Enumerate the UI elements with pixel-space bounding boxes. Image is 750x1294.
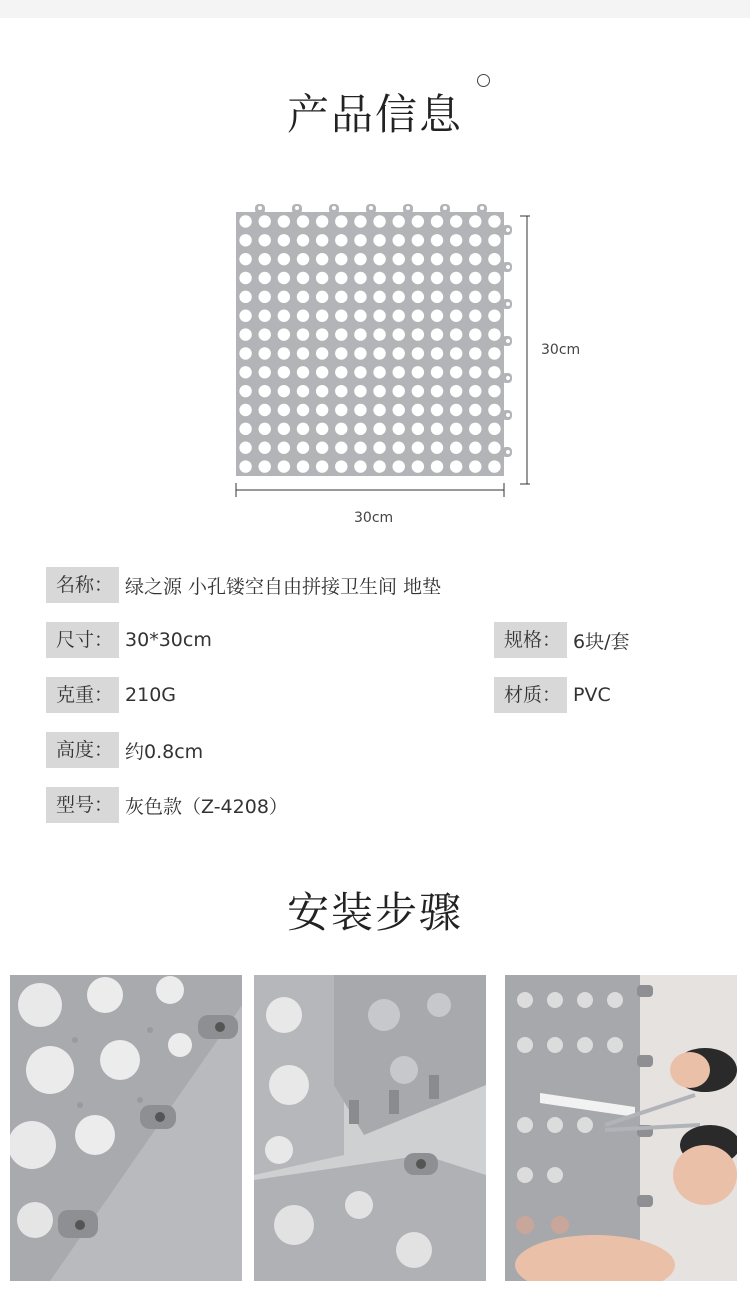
mat-hole: [393, 442, 405, 454]
mat-hole: [373, 328, 385, 340]
mat-hole: [354, 234, 366, 246]
mat-hole: [431, 234, 443, 246]
mat-hole: [278, 272, 290, 284]
mat-hole: [488, 234, 500, 246]
mat-hole: [393, 385, 405, 397]
mat-hole: [335, 423, 347, 435]
mat-hole: [259, 366, 271, 378]
mat-hole: [335, 442, 347, 454]
product-info-title: 产品信息: [286, 90, 463, 139]
mat-hole: [316, 234, 328, 246]
mat-hole: [450, 328, 462, 340]
mat-hole: [450, 423, 462, 435]
mat-tile: [236, 204, 512, 476]
spec-model-row: [46, 787, 288, 823]
mat-hole: [335, 310, 347, 322]
mat-hole: [373, 291, 385, 303]
mat-hole: [488, 385, 500, 397]
mat-hole: [412, 366, 424, 378]
mat-hole: [259, 404, 271, 416]
mat-hole: [239, 423, 251, 435]
mat-hole: [450, 385, 462, 397]
mat-connector-hole: [258, 206, 262, 210]
mat-hole: [469, 460, 481, 472]
mat-hole: [239, 442, 251, 454]
mat-hole: [431, 215, 443, 227]
mat-hole: [259, 215, 271, 227]
mat-hole: [488, 442, 500, 454]
mat-hole: [393, 366, 405, 378]
mat-hole: [488, 215, 500, 227]
mat-hole: [412, 460, 424, 472]
mat-hole: [278, 442, 290, 454]
mat-hole: [412, 272, 424, 284]
mat-hole: [297, 347, 309, 359]
mat-connector-hole: [443, 206, 447, 210]
spec-value: PVC: [573, 684, 611, 706]
mat-hole: [335, 291, 347, 303]
mat-hole: [316, 328, 328, 340]
spec-label: 型号：: [46, 787, 119, 823]
mat-hole: [431, 366, 443, 378]
mat-hole: [393, 328, 405, 340]
mat-hole: [373, 310, 385, 322]
mat-hole: [316, 385, 328, 397]
mat-hole: [278, 460, 290, 472]
spec-label: 克重：: [46, 677, 119, 713]
mat-connector-hole: [506, 228, 510, 232]
mat-hole: [259, 328, 271, 340]
mat-hole: [316, 442, 328, 454]
mat-hole: [354, 215, 366, 227]
mat-hole: [488, 310, 500, 322]
mat-hole: [259, 310, 271, 322]
mat-hole: [469, 272, 481, 284]
mat-hole: [316, 215, 328, 227]
mat-hole: [373, 366, 385, 378]
mat-hole: [450, 366, 462, 378]
spec-weight-row: [46, 677, 176, 713]
mat-hole: [259, 460, 271, 472]
mat-hole: [297, 291, 309, 303]
mat-hole: [412, 291, 424, 303]
mat-hole: [259, 234, 271, 246]
mat-hole: [469, 366, 481, 378]
mat-hole: [278, 234, 290, 246]
mat-hole: [354, 366, 366, 378]
mat-hole: [450, 253, 462, 265]
mat-hole: [259, 347, 271, 359]
mat-hole: [354, 272, 366, 284]
mat-hole: [450, 460, 462, 472]
mat-hole: [297, 310, 309, 322]
mat-hole: [431, 328, 443, 340]
mat-hole: [431, 385, 443, 397]
mat-hole: [297, 460, 309, 472]
mat-hole: [239, 272, 251, 284]
mat-hole: [259, 253, 271, 265]
mat-hole: [259, 385, 271, 397]
mat-hole: [412, 234, 424, 246]
mat-hole: [297, 272, 309, 284]
mat-hole: [354, 291, 366, 303]
mat-hole: [297, 385, 309, 397]
spec-label: 名称：: [46, 567, 119, 603]
mat-hole: [412, 385, 424, 397]
mat-hole: [239, 234, 251, 246]
mat-hole: [488, 366, 500, 378]
mat-hole: [431, 442, 443, 454]
mat-hole: [316, 253, 328, 265]
width-dimension-label: 30cm: [354, 510, 394, 526]
mat-hole: [373, 460, 385, 472]
mat-hole: [239, 253, 251, 265]
mat-hole: [431, 460, 443, 472]
mat-hole: [393, 291, 405, 303]
spec-package-row: [494, 622, 630, 658]
mat-hole: [316, 404, 328, 416]
mat-hole: [373, 234, 385, 246]
height-dimension-label: 30cm: [541, 342, 581, 358]
mat-hole: [469, 423, 481, 435]
mat-hole: [278, 253, 290, 265]
mat-hole: [316, 272, 328, 284]
mat-hole: [278, 215, 290, 227]
mat-hole: [335, 366, 347, 378]
mat-hole: [412, 215, 424, 227]
mat-hole: [469, 310, 481, 322]
mat-hole: [393, 272, 405, 284]
spec-name-row: [46, 567, 441, 603]
mat-hole: [316, 366, 328, 378]
mat-diagram: [230, 200, 530, 510]
mat-hole: [393, 253, 405, 265]
mat-connector-hole: [506, 339, 510, 343]
mat-hole: [412, 310, 424, 322]
install-steps-title: 安装步骤: [286, 888, 463, 937]
mat-hole: [259, 291, 271, 303]
mat-hole: [373, 404, 385, 416]
mat-hole: [335, 215, 347, 227]
mat-hole: [354, 253, 366, 265]
mat-hole: [278, 328, 290, 340]
mat-hole: [450, 272, 462, 284]
mat-hole: [393, 310, 405, 322]
top-bar: [0, 0, 750, 18]
mat-connector-hole: [506, 450, 510, 454]
mat-hole: [239, 366, 251, 378]
mat-hole: [469, 385, 481, 397]
mat-hole: [335, 234, 347, 246]
mat-hole: [259, 272, 271, 284]
mat-hole: [431, 347, 443, 359]
mat-hole: [373, 442, 385, 454]
mat-hole: [393, 423, 405, 435]
mat-hole: [278, 423, 290, 435]
mat-hole: [239, 328, 251, 340]
mat-hole: [488, 253, 500, 265]
mat-hole: [259, 423, 271, 435]
spec-material-row: [494, 677, 611, 713]
mat-hole: [373, 423, 385, 435]
mat-hole: [297, 423, 309, 435]
mat-hole: [259, 442, 271, 454]
mat-connector-hole: [506, 265, 510, 269]
mat-hole: [488, 291, 500, 303]
mat-hole: [488, 272, 500, 284]
install-step-3-photo: [505, 975, 737, 1281]
spec-label: 高度：: [46, 732, 119, 768]
mat-hole: [354, 423, 366, 435]
spec-value: 210G: [125, 684, 177, 706]
spec-value: 6块/套: [573, 630, 630, 653]
mat-hole: [278, 347, 290, 359]
mat-hole: [239, 215, 251, 227]
mat-hole: [297, 442, 309, 454]
mat-hole: [335, 460, 347, 472]
mat-hole: [335, 347, 347, 359]
mat-hole: [412, 442, 424, 454]
mat-hole: [431, 423, 443, 435]
mat-hole: [297, 366, 309, 378]
mat-hole: [412, 253, 424, 265]
mat-hole: [239, 385, 251, 397]
spec-label: 规格：: [494, 622, 567, 658]
mat-hole: [335, 404, 347, 416]
spec-value: 30*30cm: [125, 629, 212, 651]
mat-hole: [354, 385, 366, 397]
mat-hole: [469, 404, 481, 416]
install-step-2-photo: [254, 975, 486, 1281]
mat-hole: [335, 272, 347, 284]
mat-hole: [412, 328, 424, 340]
mat-hole: [450, 215, 462, 227]
mat-hole: [335, 328, 347, 340]
spec-value: 灰色款（Z-4208）: [125, 795, 288, 818]
mat-hole: [354, 310, 366, 322]
mat-connector-hole: [480, 206, 484, 210]
mat-hole: [335, 385, 347, 397]
mat-hole: [373, 253, 385, 265]
mat-hole: [488, 423, 500, 435]
mat-hole: [412, 404, 424, 416]
install-step-1-photo: [10, 975, 242, 1281]
mat-hole: [316, 423, 328, 435]
mat-hole: [488, 404, 500, 416]
mat-hole: [316, 347, 328, 359]
mat-hole: [354, 460, 366, 472]
mat-hole: [297, 234, 309, 246]
mat-hole: [278, 404, 290, 416]
mat-hole: [412, 347, 424, 359]
mat-hole: [450, 347, 462, 359]
mat-hole: [373, 215, 385, 227]
spec-size-row: [46, 622, 212, 658]
mat-hole: [278, 366, 290, 378]
spec-height-row: [46, 732, 203, 768]
mat-hole: [431, 404, 443, 416]
mat-hole: [469, 215, 481, 227]
mat-hole: [316, 291, 328, 303]
mat-hole: [393, 215, 405, 227]
mat-hole: [316, 460, 328, 472]
mat-hole: [354, 404, 366, 416]
mat-hole: [354, 347, 366, 359]
spec-value: 绿之源 小孔镂空自由拼接卫生间 地垫: [125, 575, 442, 598]
mat-hole: [239, 404, 251, 416]
mat-hole: [335, 253, 347, 265]
mat-hole: [278, 385, 290, 397]
mat-hole: [354, 328, 366, 340]
mat-hole: [393, 347, 405, 359]
decorative-circle-icon: [477, 74, 490, 87]
mat-hole: [354, 442, 366, 454]
mat-hole: [450, 310, 462, 322]
mat-hole: [297, 328, 309, 340]
mat-hole: [393, 404, 405, 416]
mat-hole: [239, 291, 251, 303]
mat-connector-hole: [506, 376, 510, 380]
mat-hole: [431, 253, 443, 265]
mat-hole: [297, 253, 309, 265]
mat-hole: [373, 347, 385, 359]
mat-hole: [469, 442, 481, 454]
mat-hole: [469, 347, 481, 359]
mat-hole: [239, 460, 251, 472]
mat-connector-hole: [506, 302, 510, 306]
mat-hole: [393, 234, 405, 246]
mat-hole: [316, 310, 328, 322]
mat-hole: [488, 460, 500, 472]
mat-hole: [278, 310, 290, 322]
spec-value: 约0.8cm: [125, 740, 204, 763]
mat-hole: [450, 291, 462, 303]
mat-hole: [450, 234, 462, 246]
mat-connector-hole: [506, 413, 510, 417]
spec-label: 材质：: [494, 677, 567, 713]
mat-hole: [239, 347, 251, 359]
mat-hole: [373, 272, 385, 284]
mat-connector-hole: [332, 206, 336, 210]
mat-connector-hole: [369, 206, 373, 210]
mat-connector-hole: [295, 206, 299, 210]
mat-hole: [278, 291, 290, 303]
mat-hole: [431, 310, 443, 322]
mat-connector-hole: [406, 206, 410, 210]
mat-hole: [239, 310, 251, 322]
mat-hole: [469, 234, 481, 246]
mat-hole: [488, 328, 500, 340]
mat-hole: [297, 215, 309, 227]
mat-hole: [297, 404, 309, 416]
mat-hole: [431, 272, 443, 284]
mat-hole: [373, 385, 385, 397]
mat-hole: [488, 347, 500, 359]
mat-hole: [469, 291, 481, 303]
mat-hole: [393, 460, 405, 472]
mat-hole: [450, 442, 462, 454]
spec-label: 尺寸：: [46, 622, 119, 658]
mat-hole: [469, 253, 481, 265]
mat-hole: [412, 423, 424, 435]
mat-hole: [431, 291, 443, 303]
mat-hole: [469, 328, 481, 340]
mat-hole: [450, 404, 462, 416]
